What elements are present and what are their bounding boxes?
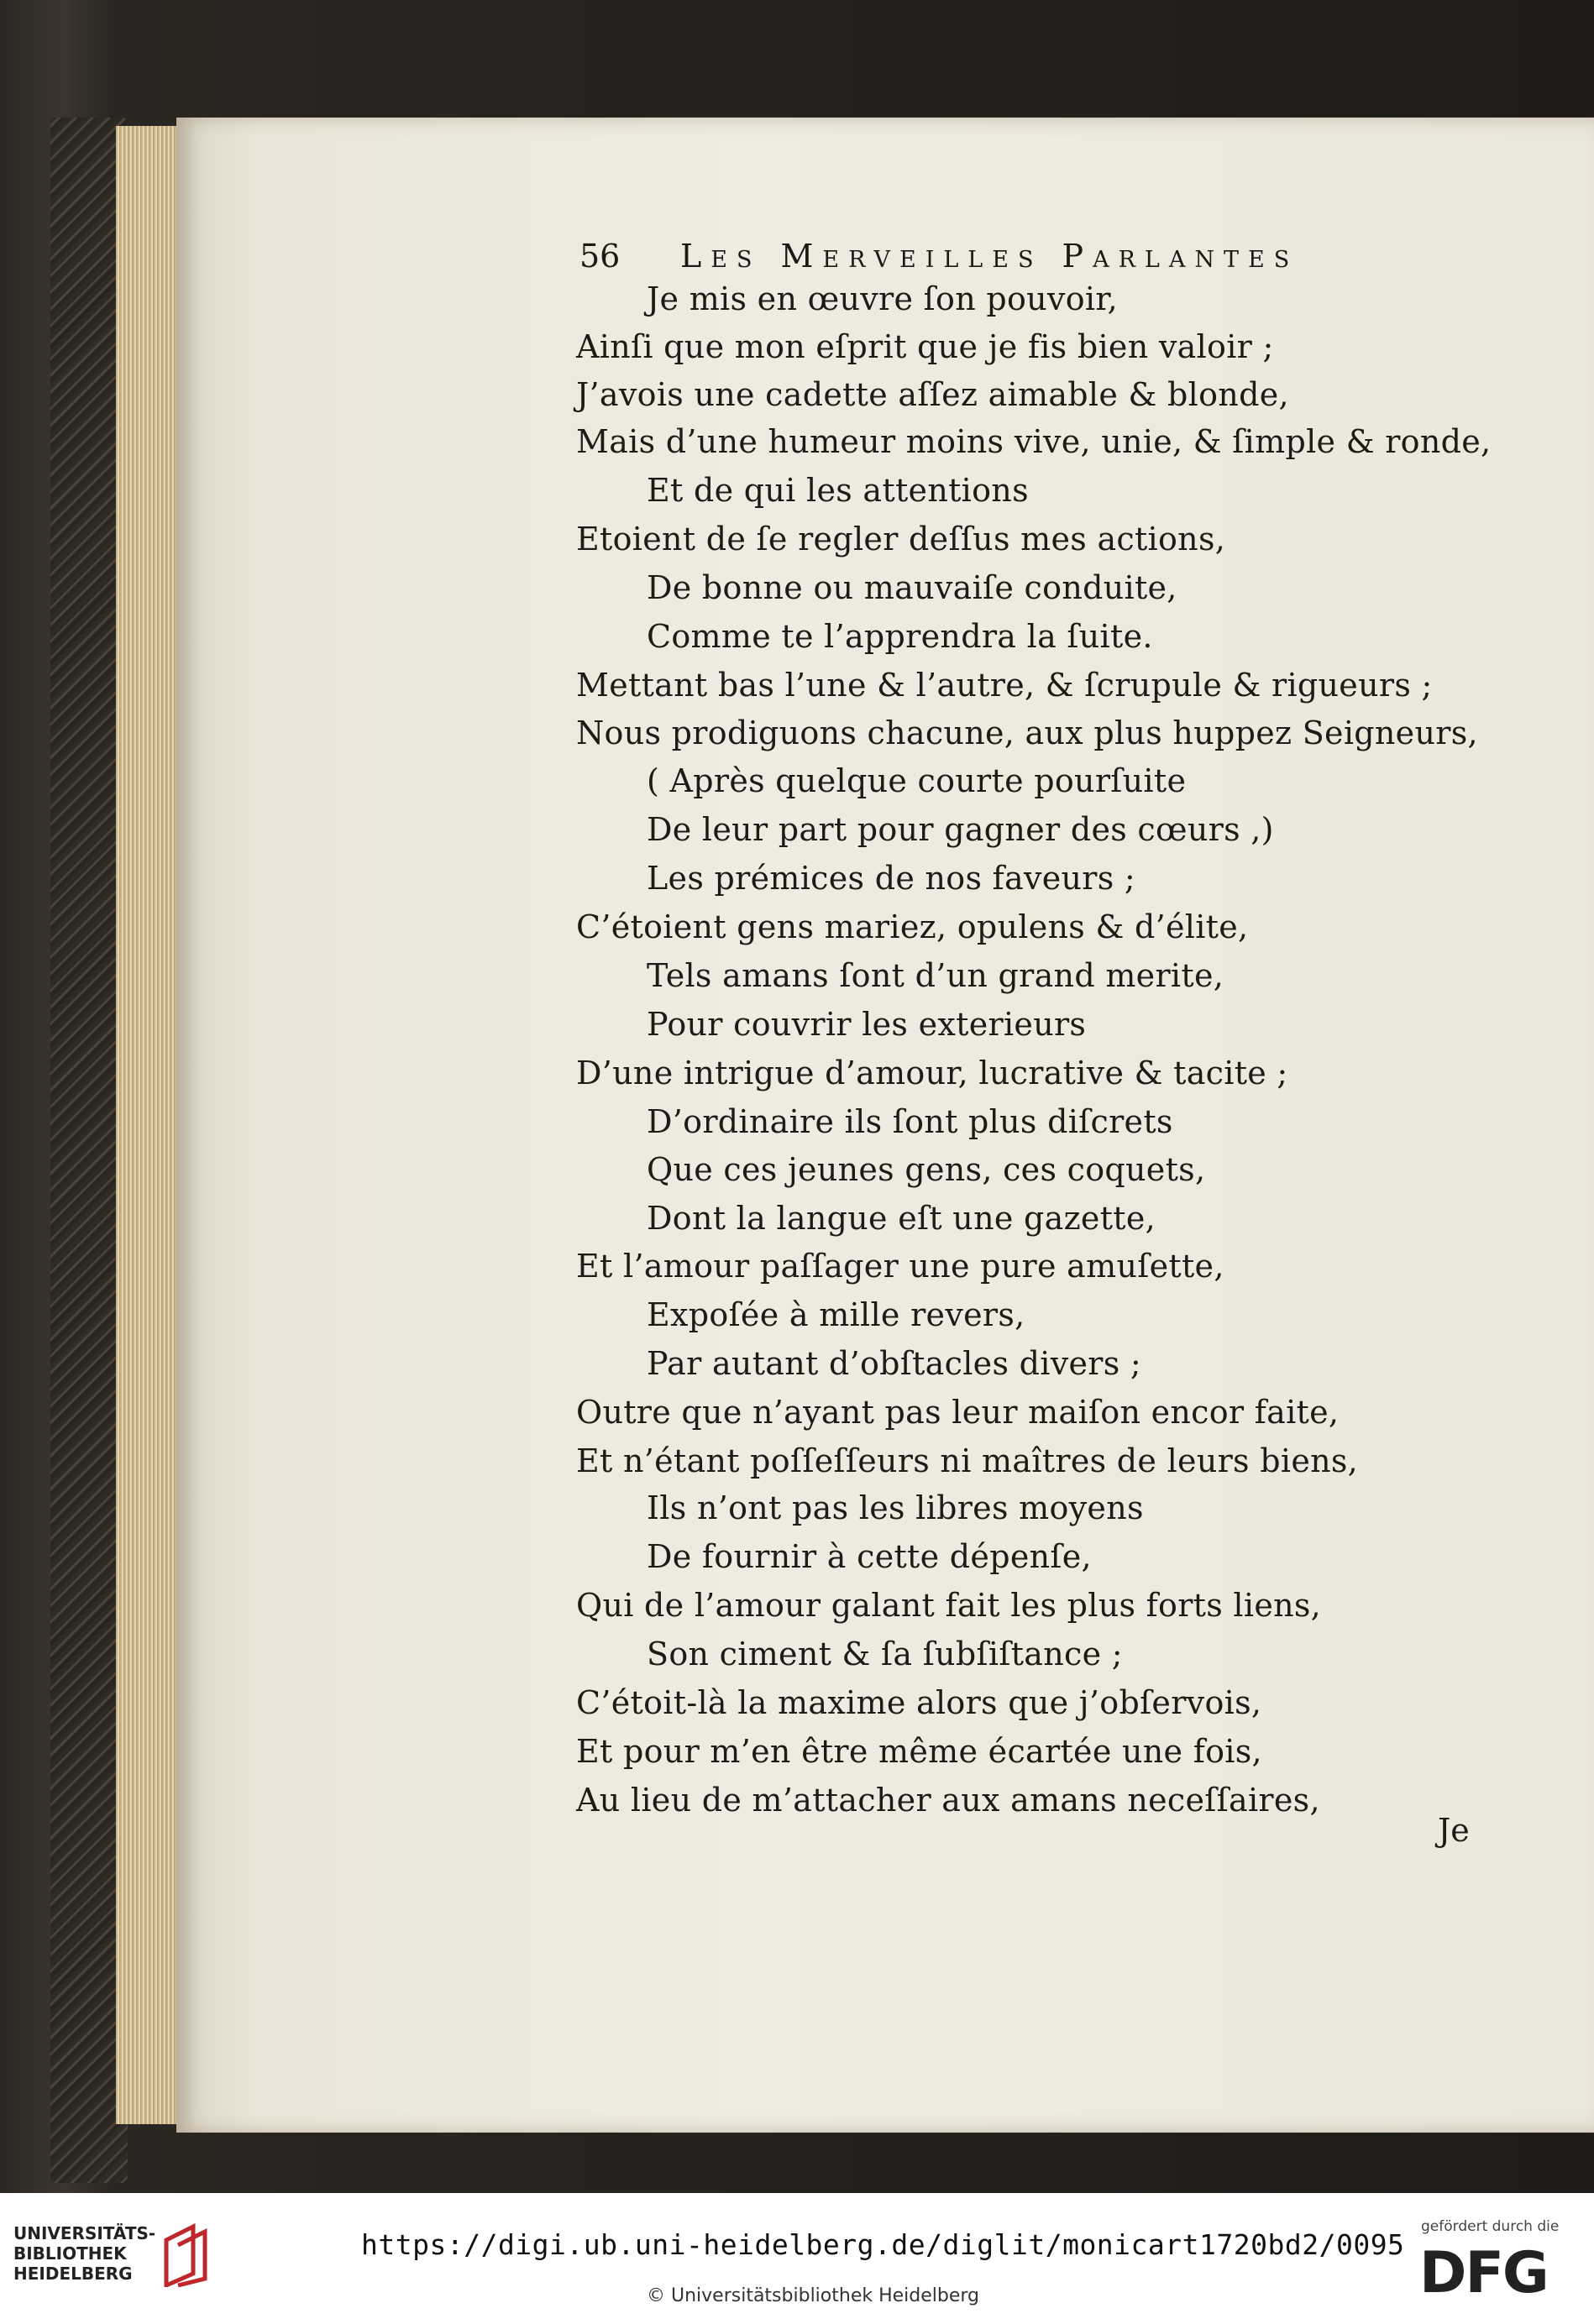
poem-line: Mettant bas l’une & l’autre, & ſcrupule & rigueurs ; xyxy=(576,667,1433,704)
poem-line: Pour couvrir les exterieurs xyxy=(647,1006,1087,1043)
poem-line: Je mis en œuvre ſon pouvoir, xyxy=(647,280,1118,317)
poem-line: De leur part pour gagner des cœurs ,) xyxy=(647,811,1274,848)
poem-line: Et pour m’en être même écartée une fois, xyxy=(576,1733,1262,1770)
library-name-line: BIBLIOTHEK xyxy=(13,2243,127,2264)
library-name-line: HEIDELBERG xyxy=(13,2264,133,2284)
running-header xyxy=(579,238,1352,280)
running-title: Les Merveilles Parlantes xyxy=(680,238,1299,275)
poem-line: De bonne ou mauvaiſe conduite, xyxy=(647,569,1177,606)
poem-line: J’avois une cadette aſſez aimable & blonde, xyxy=(576,376,1289,413)
poem-line: D’ordinaire ils ſont plus diſcrets xyxy=(647,1103,1173,1140)
dfg-logo-icon[interactable] xyxy=(1419,2242,1570,2300)
poem-line: Dont la langue eſt une gazette, xyxy=(647,1200,1156,1237)
footer-bar xyxy=(0,2193,1594,2324)
page-edges xyxy=(116,126,183,2124)
poem-line: Et de qui les attentions xyxy=(647,472,1029,509)
copyright-notice: © Universitätsbibliothek Heidelberg xyxy=(647,2285,980,2306)
poem-line: Tels amans ſont d’un grand merite, xyxy=(647,957,1224,994)
dfg-logo-text: DFG xyxy=(1419,2242,1548,2300)
catchword: Je xyxy=(1438,1812,1470,1849)
poem-line: ( Après quelque courte pourſuite xyxy=(647,762,1187,799)
poem-line: Qui de l’amour galant fait les plus forts liens, xyxy=(576,1587,1322,1624)
poem-line: Par autant d’obſtacles divers ; xyxy=(647,1345,1142,1382)
library-name-line: UNIVERSITÄTS- xyxy=(13,2223,156,2243)
poem-line: Outre que n’ayant pas leur maiſon encor faite, xyxy=(576,1394,1340,1431)
poem-line: Son ciment & ſa ſubſiſtance ; xyxy=(647,1636,1123,1672)
poem-line: Ils n’ont pas les libres moyens xyxy=(647,1489,1144,1526)
poem-line: Comme te l’apprendra la ſuite. xyxy=(647,618,1153,655)
library-logo-icon[interactable] xyxy=(160,2223,218,2287)
poem-line: Etoient de ſe regler deſſus mes actions, xyxy=(576,521,1226,557)
poem-line: Nous prodiguons chacune, aux plus huppez Seigneurs, xyxy=(576,714,1478,751)
poem-line: Et n’étant poſſeſſeurs ni maîtres de leurs biens, xyxy=(576,1442,1359,1479)
poem-line: Au lieu de m’attacher aux amans neceſſaires, xyxy=(576,1782,1320,1819)
poem-line: C’étoient gens mariez, opulens & d’élite, xyxy=(576,908,1249,945)
poem-line: D’une intrigue d’amour, lucrative & tacite ; xyxy=(576,1055,1288,1091)
poem-line: Ainſi que mon eſprit que je fis bien valoir ; xyxy=(576,328,1274,365)
poem-line: Mais d’une humeur moins vive, unie, & ſimple & ronde, xyxy=(576,423,1492,460)
poem-line: Expoſée à mille revers, xyxy=(647,1296,1025,1333)
sponsor-label: gefördert durch die xyxy=(1421,2218,1560,2235)
permalink-url[interactable]: https://digi.ub.uni-heidelberg.de/diglit/monicart1720bd2/0095 xyxy=(361,2228,1405,2261)
library-name[interactable] xyxy=(13,2223,155,2284)
poem-line: De fournir à cette dépenſe, xyxy=(647,1538,1092,1575)
poem-line: Que ces jeunes gens, ces coquets, xyxy=(647,1151,1206,1188)
poem-line: Et l’amour paſſager une pure amuſette, xyxy=(576,1248,1224,1285)
poem-line: C’étoit-là la maxime alors que j’obſervois, xyxy=(576,1684,1262,1721)
page-number: 56 xyxy=(579,238,621,275)
poem-line: Les prémices de nos faveurs ; xyxy=(647,860,1136,897)
